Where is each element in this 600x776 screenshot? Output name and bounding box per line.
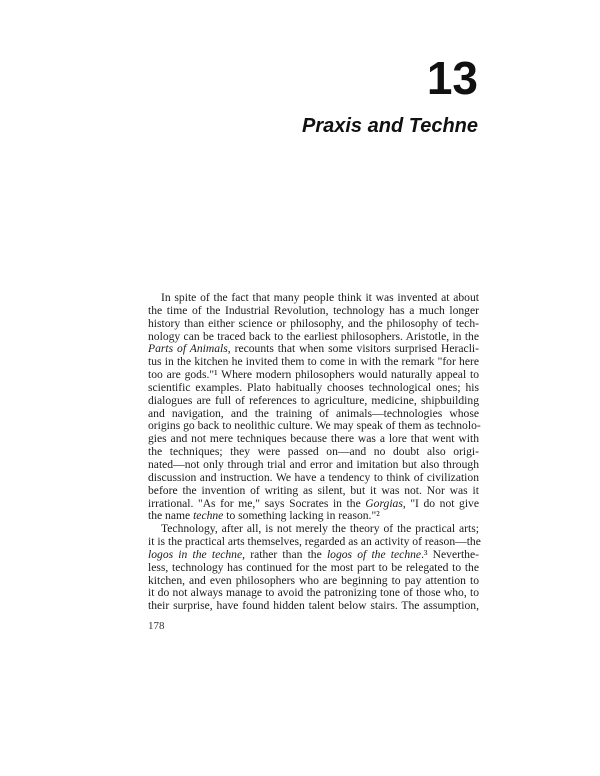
text-segment: tus in the kitchen he invited them to come in with the remark "for here xyxy=(148,355,479,369)
text-segment: the time of the Industrial Revolution, technology has a much longer xyxy=(148,303,479,317)
italic-text: techne xyxy=(193,509,224,523)
text-segment: nated—not only through trial and error and imitation but also through xyxy=(148,457,479,471)
chapter-title: Praxis and Techne xyxy=(302,115,478,137)
text-segment: the techniques; they were passed on—and no doubt also origi- xyxy=(148,445,479,459)
text-segment: history than either science or philosophy, and the philosophy of tech- xyxy=(148,316,479,330)
italic-text: logos in the techne xyxy=(148,547,243,561)
text-segment: gies and not mere techniques because there was a lore that went with xyxy=(148,432,479,446)
text-segment: dialogues are full of references to agriculture, medicine, shipbuilding xyxy=(148,393,479,407)
text-segment: and navigation, and the training of animals—technologies whose xyxy=(148,406,479,420)
text-segment: their surprise, have found hidden talent below stairs. The assumption, xyxy=(148,599,479,613)
text-segment: , rather than the xyxy=(242,547,327,561)
text-segment: .³ Neverthe- xyxy=(421,547,479,561)
text-segment: too are gods."¹ Where modern philosophers would naturally appeal to xyxy=(148,368,479,382)
italic-text: Gorgias xyxy=(365,496,403,510)
text-segment: it do not always manage to avoid the patronizing tone of those who, to xyxy=(148,586,479,600)
text-segment: In spite of the fact that many people think it was invented at about xyxy=(161,291,479,304)
text-segment: discussion and instruction. We have a tendency to think of civilization xyxy=(148,470,479,484)
italic-text: Parts of Animals xyxy=(148,342,228,356)
text-line xyxy=(148,600,479,613)
text-segment: nology can be traced back to the earliest philosophers. Aristotle, in the xyxy=(148,329,479,343)
text-segment: scientific examples. Plato habitually chooses technological ones; his xyxy=(148,380,479,394)
text-segment: it is the practical arts themselves, regarded as an activity of reason—the xyxy=(148,535,481,549)
text-segment: to something lacking in reason."² xyxy=(223,509,380,523)
body-text xyxy=(148,292,479,613)
text-segment: less, technology has continued for the most part to be relegated to the xyxy=(148,560,479,574)
text-segment: before the invention of writing as silent, but it was not. Nor was it xyxy=(148,483,479,497)
text-segment: Technology, after all, is not merely the theory of the practical arts; xyxy=(161,522,479,536)
page-number: 178 xyxy=(148,620,165,632)
text-segment: origins go back to neolithic culture. We may speak of them as technolo- xyxy=(148,419,481,433)
text-segment: , "I do not give xyxy=(402,496,479,510)
chapter-number: 13 xyxy=(426,52,478,104)
text-segment: irrational. "As for me," says Socrates in the xyxy=(148,496,366,510)
italic-text: logos of the techne xyxy=(326,547,422,561)
text-segment: kitchen, and even philosophers who are beginning to pay attention to xyxy=(148,573,479,587)
text-segment: the name xyxy=(148,509,194,523)
text-segment: , recounts that when some visitors surprised Heracli- xyxy=(227,342,479,356)
